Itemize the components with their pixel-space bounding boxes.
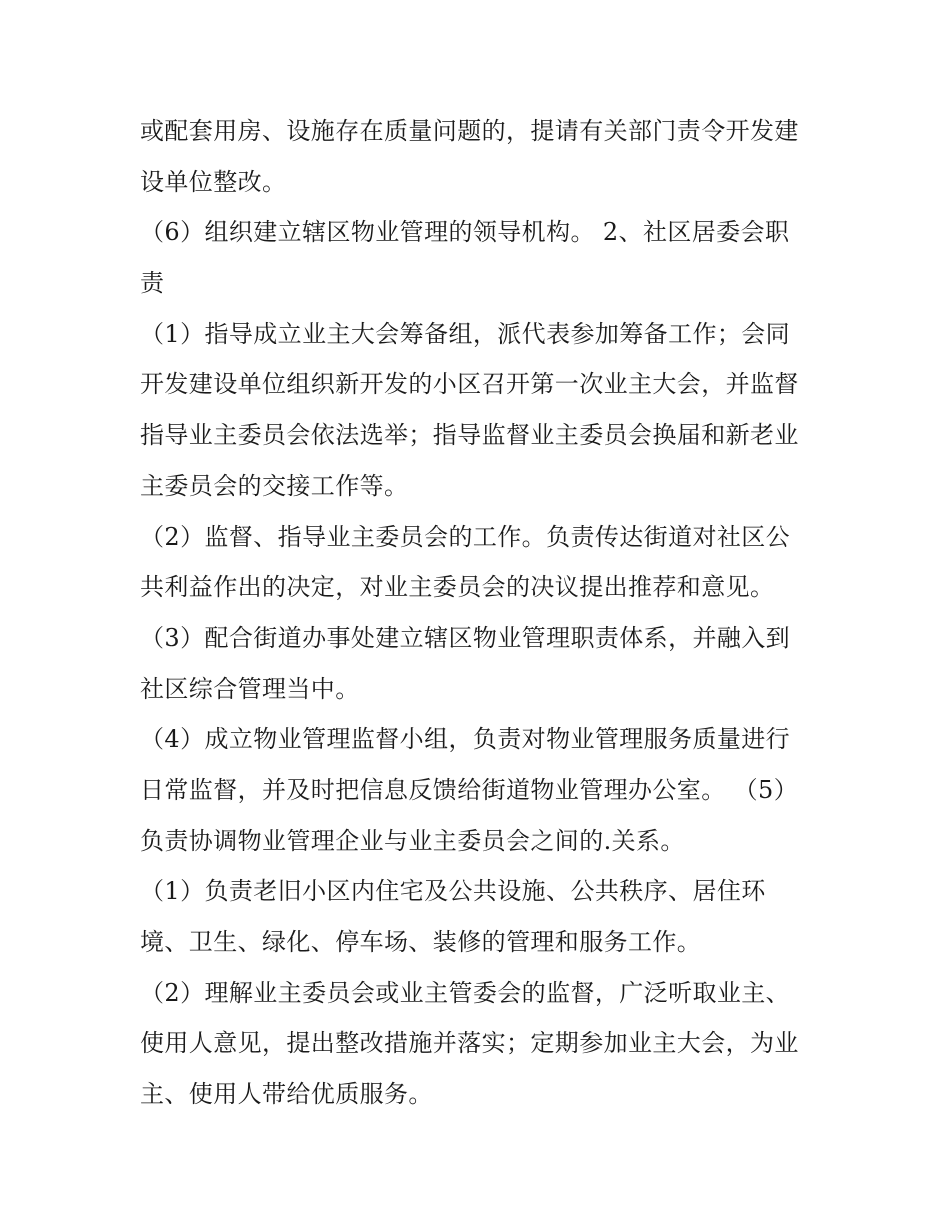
text-line: （1）负责老旧小区内住宅及公共设施、公共秩序、居住环 — [140, 877, 766, 906]
text-line: 开发建设单位组织新开发的小区召开第一次业主大会，并监督 — [140, 370, 799, 399]
text-line: 主委员会的交接工作等。 — [140, 471, 409, 500]
text-line: （6）组织建立辖区物业管理的领导机构。 2、社区居委会职 — [140, 218, 790, 247]
text-line: 共利益作出的决定，对业主委员会的决议提出推荐和意见。 — [140, 573, 775, 602]
text-line: 主、使用人带给优质服务。 — [140, 1080, 433, 1109]
text-line: （1）指导成立业主大会筹备组，派代表参加筹备工作；会同 — [140, 319, 791, 348]
text-line: 责 — [140, 269, 165, 298]
text-line: 设单位整改。 — [140, 167, 287, 196]
text-line: 指导业主委员会依法选举；指导监督业主委员会换届和新老业 — [140, 421, 799, 450]
text-line: （2）理解业主委员会或业主管委会的监督，广泛听取业主、 — [140, 978, 791, 1007]
text-line: 社区综合管理当中。 — [140, 674, 360, 703]
text-line: 日常监督，并及时把信息反馈给街道物业管理办公室。 （5） — [140, 775, 799, 804]
text-line: 或配套用房、设施存在质量问题的，提请有关部门责令开发建 — [140, 117, 799, 145]
text-line: （3）配合街道办事处建立辖区物业管理职责体系，并融入到 — [140, 623, 791, 652]
document-body — [140, 109, 820, 1123]
text-line: 境、卫生、绿化、停车场、装修的管理和服务工作。 — [140, 928, 702, 956]
text-line: 负责协调物业管理企业与业主委员会之间的.关系。 — [140, 826, 685, 855]
text-line: （2）监督、指导业主委员会的工作。负责传达街道对社区公 — [140, 522, 791, 551]
text-line: （4）成立物业管理监督小组，负责对物业管理服务质量进行 — [140, 725, 791, 754]
text-line: 使用人意见，提出整改措施并落实；定期参加业主大会，为业 — [140, 1029, 799, 1058]
